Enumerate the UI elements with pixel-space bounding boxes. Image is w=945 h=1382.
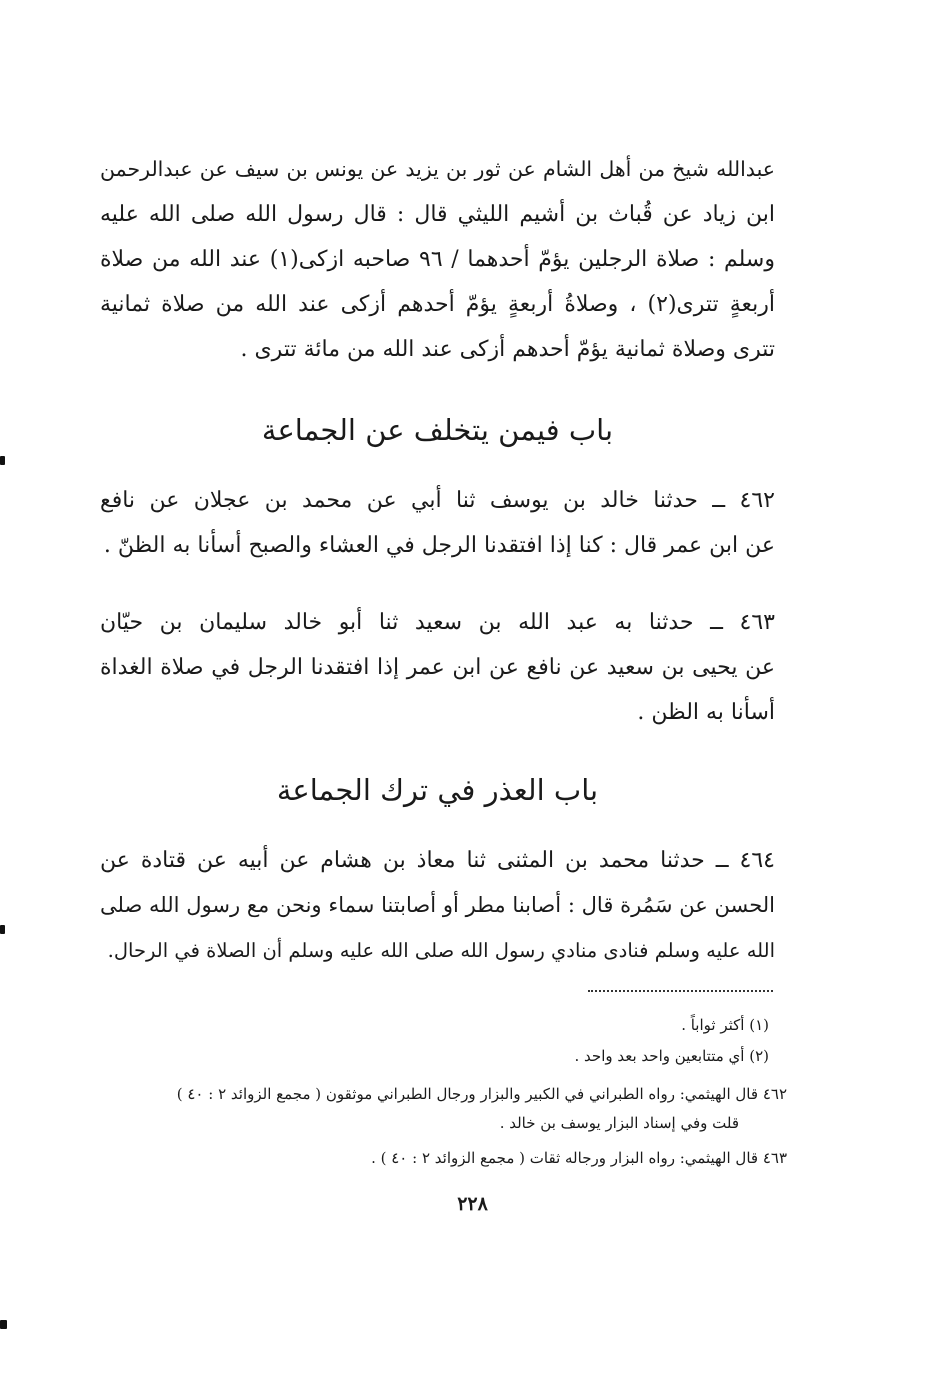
hadith-text-continued	[100, 147, 775, 372]
text-line: ابن زياد عن قُباث بن أشيم الليثي قال : قال رسول الله صلى الله عليه	[100, 202, 775, 227]
text-line: عبدالله شيخ من أهل الشام عن ثور بن يزيد عن يونس بن سيف عن عبدالرحمن	[100, 157, 775, 181]
text-line: ٤٦٤ ــ حدثنا محمد بن المثنى ثنا معاذ بن هشام عن أبيه عن قتادة عن	[100, 848, 775, 873]
text-line: أربعةٍ تترى(٢) ، وصلاةُ أربعةٍ يؤمّ أحدهم أزكى عند الله من صلاة ثمانية	[100, 292, 776, 317]
hadith-463	[100, 600, 775, 735]
footnote-462: ٤٦٢ قال الهيثمي: رواه الطبراني في الكبير والبزار ورجال الطبراني موثقون ( مجمع الزوائد ٢ : ٤٠ )	[176, 1085, 787, 1103]
footnote-462-note: قلت وفي إسناد البزار يوسف بن خالد .	[499, 1114, 739, 1132]
chapter-heading: باب فيمن يتخلف عن الجماعة	[261, 413, 614, 447]
scan-margin-mark	[0, 925, 5, 934]
footnote-divider	[588, 990, 773, 992]
page-number: ٢٢٨	[457, 1193, 488, 1215]
text-line: عن ابن عمر قال : كنا إذا افتقدنا الرجل في العشاء والصبح أسأنا به الظنّ .	[103, 533, 775, 558]
text-line: الله عليه وسلم فنادى منادي رسول الله صلى الله عليه وسلم أن الصلاة في الرحال.	[107, 939, 775, 962]
text-line: الحسن عن سَمُرة قال : أصابنا مطر أو أصابتنا سماء ونحن مع رسول الله صلى	[100, 893, 775, 917]
text-line: وسلم : صلاة الرجلين يؤمّ أحدهما / ٩٦ صاحبه ازكى(١) عند الله من صلاة	[100, 247, 775, 272]
footnote-2: (٢) أي متتابعين واحد بعد واحد .	[574, 1047, 769, 1065]
text-line: ٤٦٣ ــ حدثنا به عبد الله بن سعيد ثنا أبو خالد سليمان بن حيّان	[100, 610, 775, 635]
hadith-462	[100, 478, 775, 568]
text-line: أسأنا به الظن .	[637, 700, 775, 725]
footnote-1: (١) أكثر ثواباً .	[681, 1016, 769, 1034]
scan-margin-mark	[0, 456, 5, 465]
text-line: تترى وصلاة ثمانية يؤمّ أحدهم أزكى عند الله من مائة تترى .	[240, 337, 775, 362]
hadith-464	[100, 838, 775, 973]
text-line: ٤٦٢ ــ حدثنا خالد بن يوسف ثنا أبي عن محمد بن عجلان عن نافع	[100, 488, 775, 513]
chapter-heading: باب العذر في ترك الجماعة	[276, 773, 599, 807]
scan-margin-mark	[0, 1320, 7, 1329]
text-line: عن يحيى بن سعيد عن نافع عن ابن عمر إذا افتقدنا الرجل في صلاة الغداة	[100, 655, 775, 680]
footnote-463: ٤٦٣ قال الهيثمي: رواه البزار ورجاله ثقات ( مجمع الزوائد ٢ : ٤٠ ) .	[371, 1149, 787, 1167]
